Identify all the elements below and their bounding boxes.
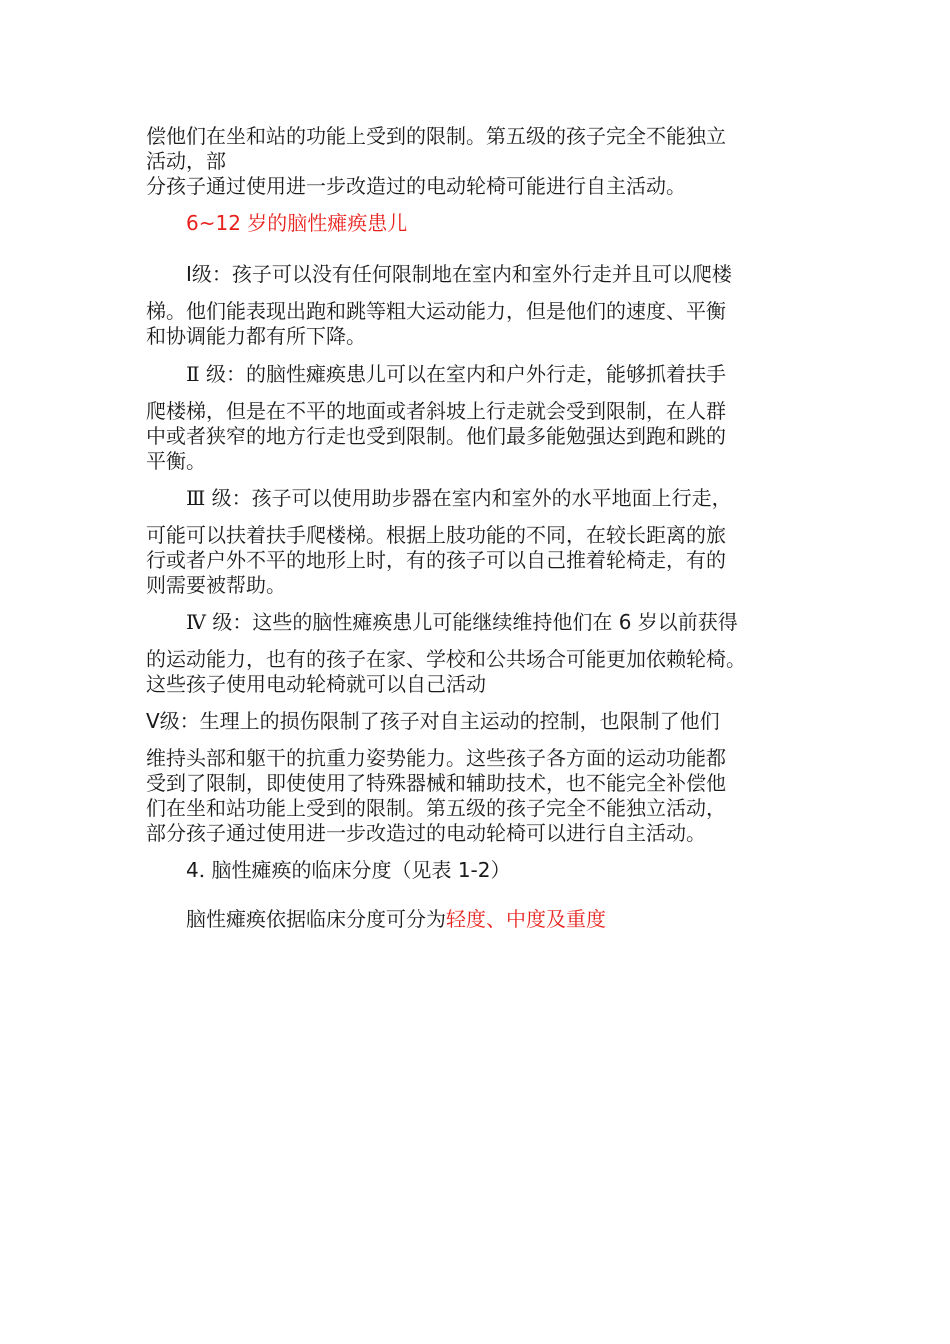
level-1-line-2: 梯。他们能表现出跑和跳等粗大运动能力，但是他们的速度、平衡 (146, 299, 726, 323)
section-4-close: ） (490, 858, 511, 882)
level-5-line-1 (146, 709, 720, 734)
severity-highlight: 轻度、中度及重度 (446, 907, 606, 931)
section-4-heading (186, 858, 510, 883)
section-4-text: . 脑性瘫痪的临床分度（见表 (198, 858, 458, 882)
level-4-line-1 (186, 610, 738, 635)
level-5-line-4: 们在坐和站功能上受到的限制。第五级的孩子完全不能独立活动， (146, 796, 726, 820)
level-2-line-4: 平衡。 (146, 449, 206, 473)
level-4-line-3: 这些孩子使用电动轮椅就可以自己活动 (146, 672, 486, 696)
level-1-text: 级：孩子可以没有任何限制地在室内和室外行走并且可以爬楼 (191, 262, 732, 286)
level-1-roman: Ⅰ (186, 262, 192, 286)
heading-text: 岁的脑性瘫痪患儿 (240, 211, 408, 235)
level-2-line-3: 中或者狭窄的地方行走也受到限制。他们最多能勉强达到跑和跳的 (146, 424, 726, 448)
level-3-line-1: Ⅲ 级：孩子可以使用助步器在室内和室外的水平地面上行走， (186, 486, 732, 510)
intro-line-3: 分孩子通过使用进一步改造过的电动轮椅可能进行自主活动。 (146, 174, 686, 198)
level-5-text: 级：生理上的损伤限制了孩子对自主运动的控制，也限制了他们 (159, 709, 720, 733)
age-range: 6~12 (186, 211, 241, 235)
level-5-line-2: 维持头部和躯干的抗重力姿势能力。这些孩子各方面的运动功能都 (146, 746, 726, 770)
level-3-line-2: 可能可以扶着扶手爬楼梯。根据上肢功能的不同，在较长距离的旅 (146, 523, 726, 547)
level-3-line-3: 行或者户外不平的地形上时，有的孩子可以自己推着轮椅走，有的 (146, 548, 726, 572)
level-5-line-5: 部分孩子通过使用进一步改造过的电动轮椅可以进行自主活动。 (146, 821, 706, 845)
level-5-roman: Ⅴ (146, 709, 160, 733)
section-4-number: 4 (186, 858, 199, 882)
intro-line-1: 偿他们在坐和站的功能上受到的限制。第五级的孩子完全不能独立 (146, 124, 726, 148)
level-2-line-2: 爬楼梯，但是在不平的地面或者斜坡上行走就会受到限制，在人群 (146, 399, 726, 423)
final-line (186, 907, 606, 932)
level-1-line-3: 和协调能力都有所下降。 (146, 324, 366, 348)
level-4-text-post: 岁以前获得 (631, 610, 738, 634)
level-4-text-pre: Ⅳ 级：这些的脑性瘫痪患儿可能继续维持他们在 (186, 610, 619, 634)
level-2-line-1: Ⅱ 级：的脑性瘫痪患儿可以在室内和户外行走，能够抓着扶手 (186, 362, 726, 386)
level-3-line-4: 则需要被帮助。 (146, 573, 286, 597)
level-4-line-2: 的运动能力，也有的孩子在家、学校和公共场合可能更加依赖轮椅。 (146, 647, 746, 671)
level-1-line-1 (186, 262, 732, 287)
table-reference: 1-2 (457, 858, 491, 882)
intro-line-2: 活动，部 (146, 149, 226, 173)
level-4-age-number: 6 (618, 610, 632, 634)
final-prefix: 脑性瘫痪依据临床分度可分为 (186, 907, 446, 931)
level-5-line-3: 受到了限制，即使使用了特殊器械和辅助技术，也不能完全补偿他 (146, 771, 726, 795)
section-heading-age-6-12 (186, 211, 407, 236)
